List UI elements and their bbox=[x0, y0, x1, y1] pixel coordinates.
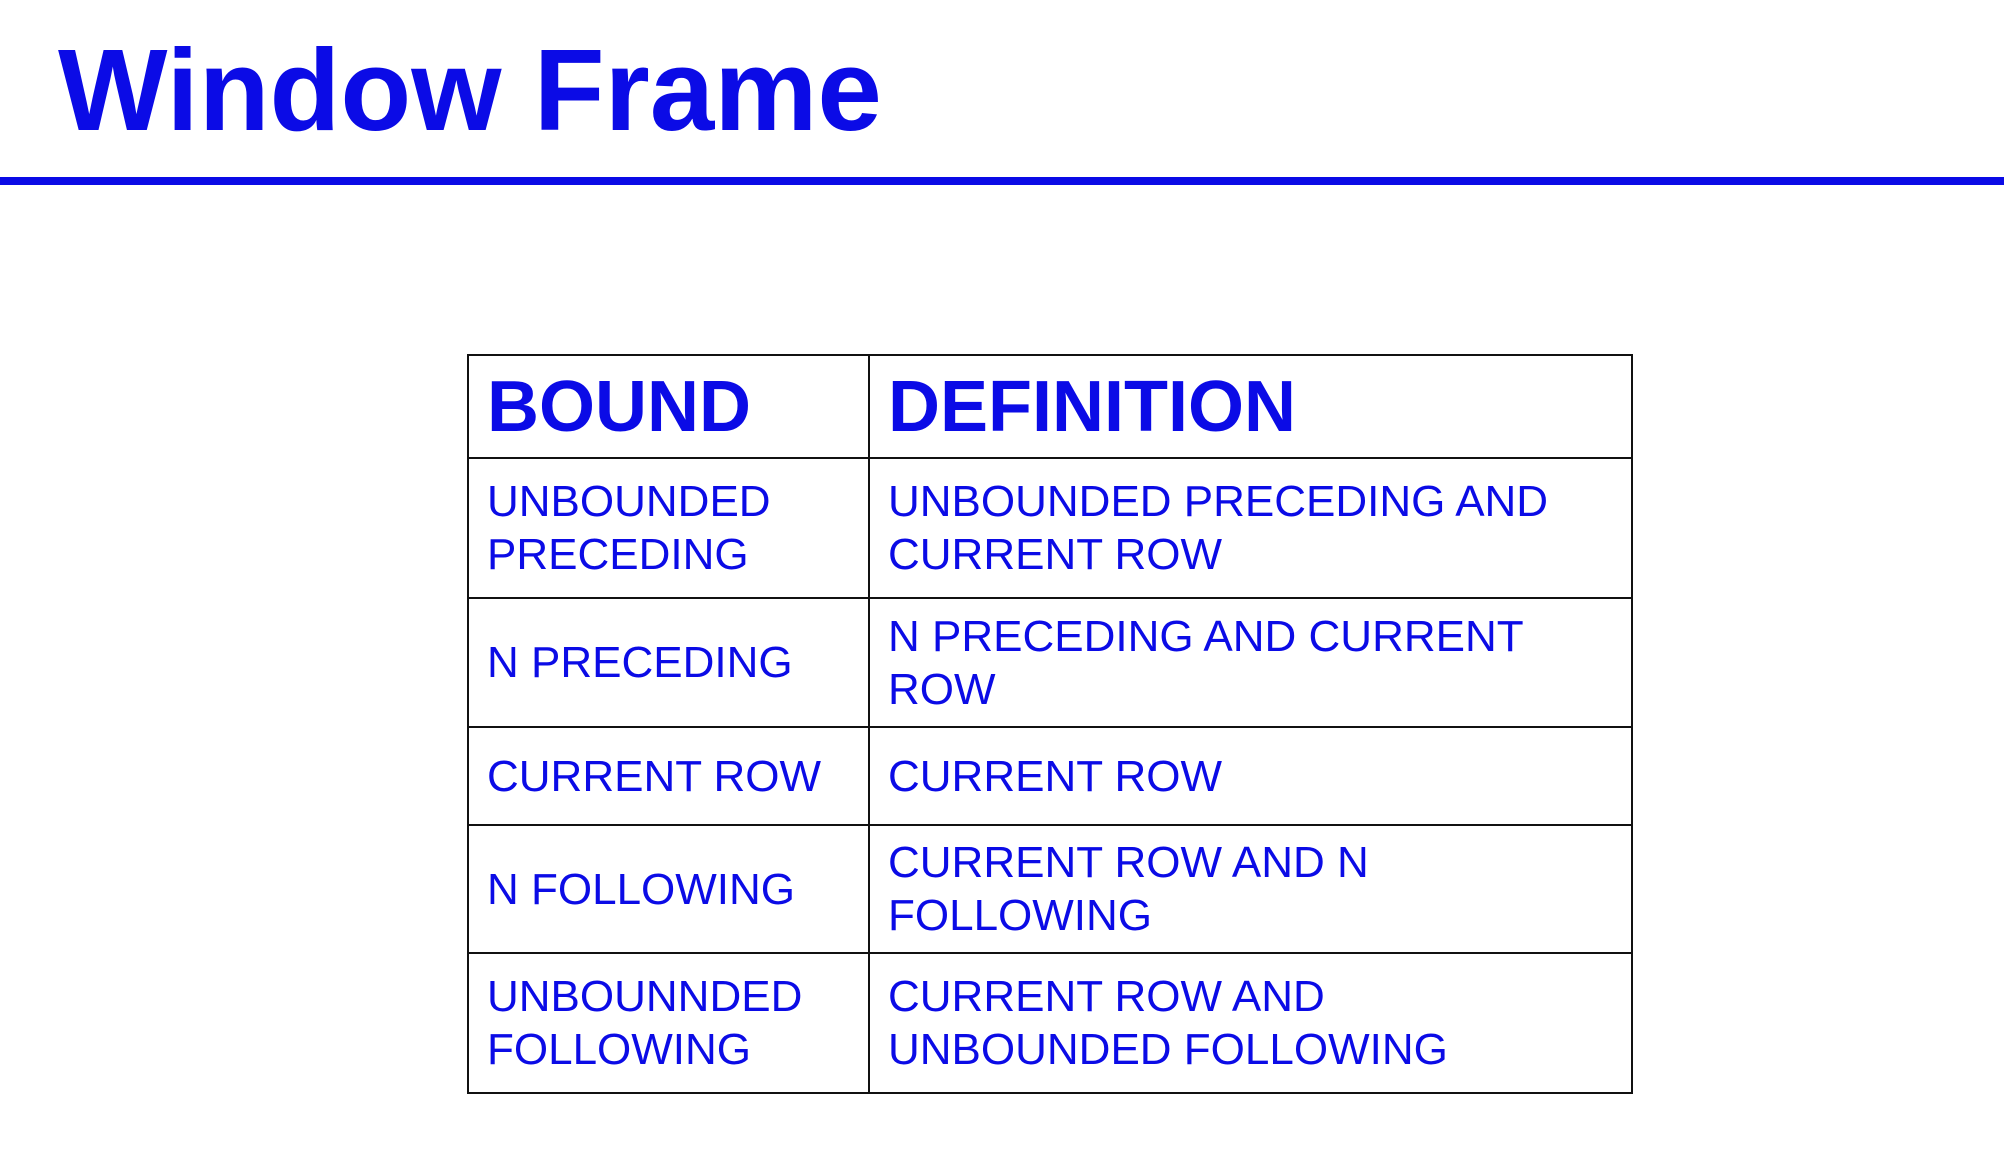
page-title: Window Frame bbox=[58, 25, 882, 155]
definition-cell: CURRENT ROW bbox=[869, 727, 1632, 825]
bound-cell: CURRENT ROW bbox=[468, 727, 869, 825]
bound-cell: N PRECEDING bbox=[468, 598, 869, 727]
bound-cell: UNBOUNDED PRECEDING bbox=[468, 458, 869, 598]
table-header-row bbox=[468, 355, 1632, 458]
definition-cell: N PRECEDING AND CURRENT ROW bbox=[869, 598, 1632, 727]
table-row bbox=[468, 727, 1632, 825]
definition-cell: UNBOUNDED PRECEDING AND CURRENT ROW bbox=[869, 458, 1632, 598]
window-frame-table bbox=[467, 354, 1633, 1094]
table-row bbox=[468, 598, 1632, 727]
bound-cell: N FOLLOWING bbox=[468, 825, 869, 953]
table-row bbox=[468, 953, 1632, 1093]
definition-cell: CURRENT ROW AND UNBOUNDED FOLLOWING bbox=[869, 953, 1632, 1093]
column-header-definition: DEFINITION bbox=[869, 355, 1632, 458]
title-divider bbox=[0, 177, 2004, 185]
column-header-bound: BOUND bbox=[468, 355, 869, 458]
definition-cell: CURRENT ROW AND N FOLLOWING bbox=[869, 825, 1632, 953]
table-row bbox=[468, 458, 1632, 598]
table-row bbox=[468, 825, 1632, 953]
bound-cell: UNBOUNNDED FOLLOWING bbox=[468, 953, 869, 1093]
